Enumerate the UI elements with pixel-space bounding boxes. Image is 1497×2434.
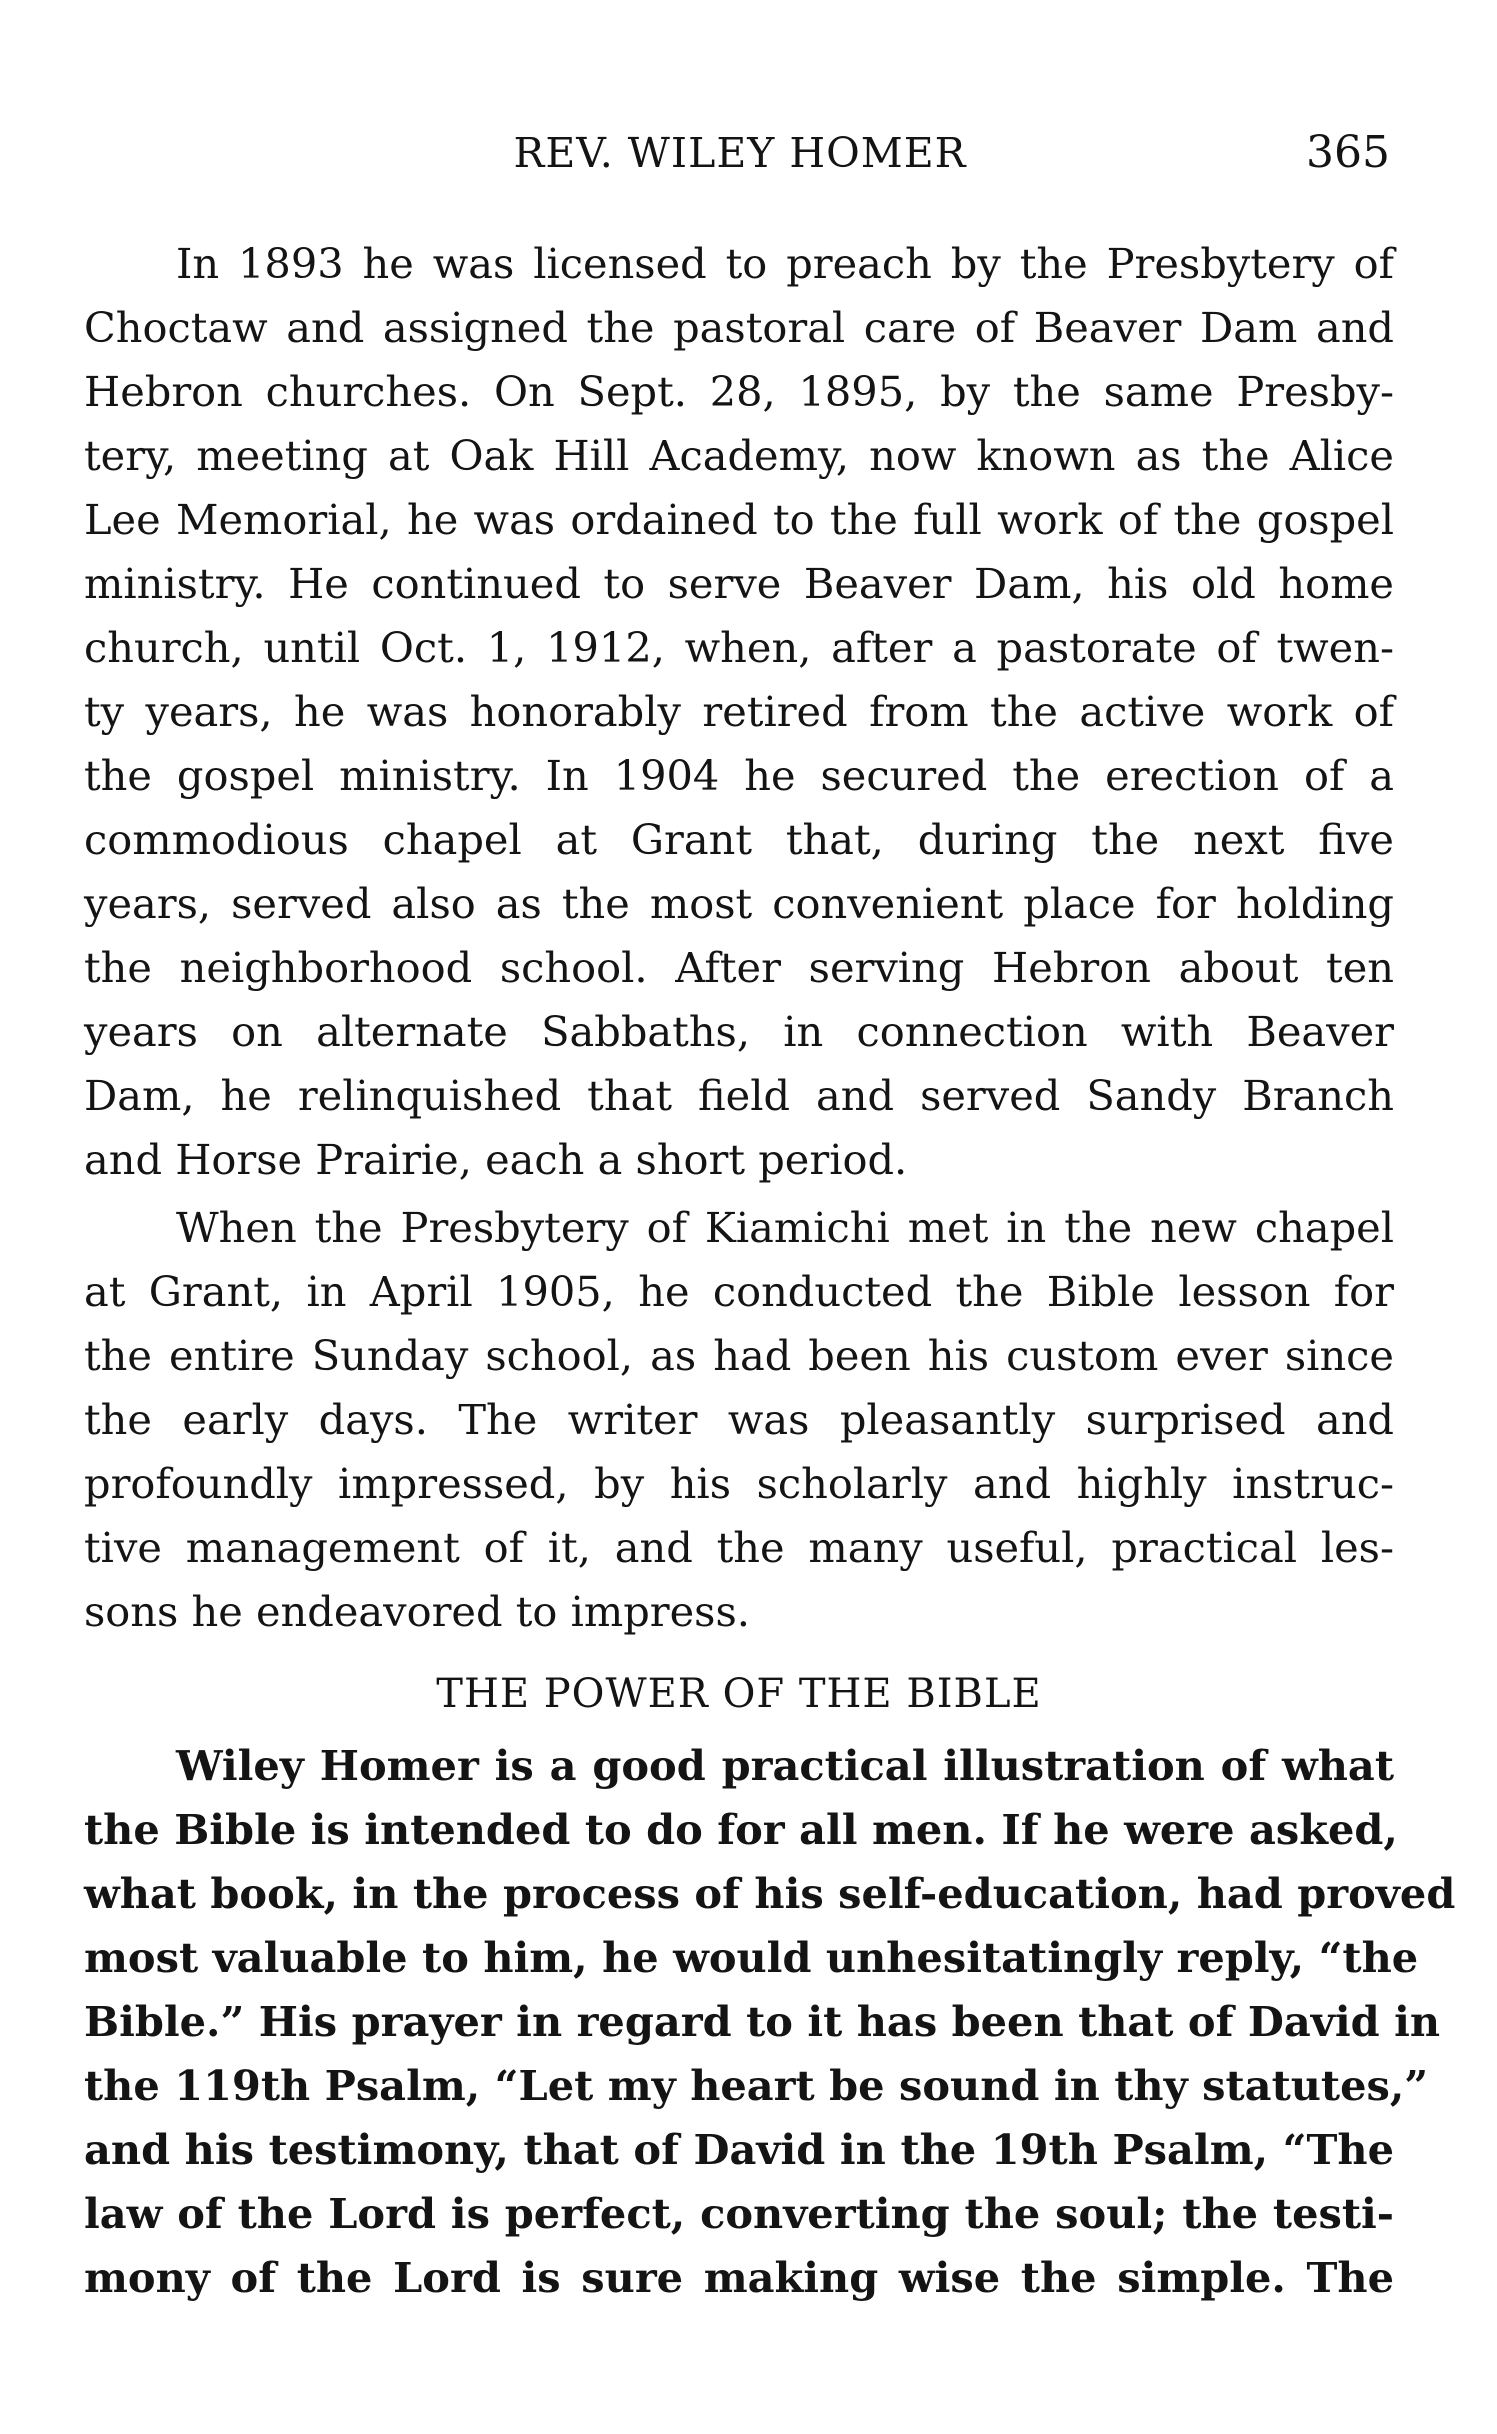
text-line: the entire Sunday school, as had been his custom ever since bbox=[84, 1331, 1394, 1380]
text-line: ty years, he was honorably retired from the active work of bbox=[84, 687, 1394, 736]
text-line: church, until Oct. 1, 1912, when, after a pastorate of twen- bbox=[84, 623, 1394, 672]
text-line: Wiley Homer is a good practical illustration of what bbox=[176, 1741, 1394, 1790]
text-line: Dam, he relinquished that field and served Sandy Branch bbox=[84, 1071, 1394, 1120]
running-title: REV. WILEY HOMER bbox=[513, 129, 967, 177]
text-line: law of the Lord is perfect, converting the soul; the testi- bbox=[84, 2189, 1394, 2238]
text-line: years, served also as the most convenient place for holding bbox=[84, 879, 1394, 928]
text-line: and Horse Prairie, each a short period. bbox=[84, 1135, 908, 1184]
text-line: tive management of it, and the many useful, practical les- bbox=[84, 1523, 1394, 1572]
text-line: Bible.” His prayer in regard to it has been that of David in bbox=[84, 1997, 1441, 2046]
paragraph-ordination bbox=[84, 232, 1394, 1192]
running-head bbox=[90, 118, 1390, 188]
text-line: In 1893 he was licensed to preach by the Presbytery of bbox=[176, 239, 1394, 288]
section-heading: THE POWER OF THE BIBLE bbox=[436, 1671, 1042, 1717]
text-line: mony of the Lord is sure making wise the simple. The bbox=[84, 2253, 1394, 2302]
text-line: most valuable to him, he would unhesitatingly reply, “the bbox=[84, 1933, 1419, 1982]
text-line: When the Presbytery of Kiamichi met in the new chapel bbox=[176, 1203, 1394, 1252]
text-line: Lee Memorial, he was ordained to the full work of the gospel bbox=[84, 495, 1394, 544]
paragraph-kiamichi bbox=[84, 1196, 1394, 1644]
paragraph-power-of-bible bbox=[84, 1734, 1456, 2310]
text-line: at Grant, in April 1905, he conducted the Bible lesson for bbox=[84, 1267, 1394, 1316]
text-line: and his testimony, that of David in the 19th Psalm, “The bbox=[84, 2125, 1394, 2174]
text-line: tery, meeting at Oak Hill Academy, now known as the Alice bbox=[84, 431, 1394, 480]
text-line: Choctaw and assigned the pastoral care of Beaver Dam and bbox=[84, 303, 1394, 352]
text-line: Hebron churches. On Sept. 28, 1895, by the same Presby- bbox=[84, 367, 1394, 416]
text-line: the 119th Psalm, “Let my heart be sound in thy statutes,” bbox=[84, 2061, 1429, 2110]
text-line: the gospel ministry. In 1904 he secured the erection of a bbox=[84, 751, 1394, 800]
text-line: the neighborhood school. After serving Hebron about ten bbox=[84, 943, 1394, 992]
text-line: what book, in the process of his self-education, had proved bbox=[84, 1869, 1456, 1918]
text-line: profoundly impressed, by his scholarly and highly instruc- bbox=[84, 1459, 1394, 1508]
text-line: the Bible is intended to do for all men. If he were asked, bbox=[84, 1805, 1398, 1854]
page-number: 365 bbox=[1306, 127, 1390, 178]
text-line: years on alternate Sabbaths, in connection with Beaver bbox=[84, 1007, 1394, 1056]
text-line: ministry. He continued to serve Beaver Dam, his old home bbox=[84, 559, 1394, 608]
text-line: commodious chapel at Grant that, during the next five bbox=[84, 815, 1394, 864]
text-line: the early days. The writer was pleasantly surprised and bbox=[84, 1395, 1394, 1444]
text-line: sons he endeavored to impress. bbox=[84, 1587, 750, 1636]
